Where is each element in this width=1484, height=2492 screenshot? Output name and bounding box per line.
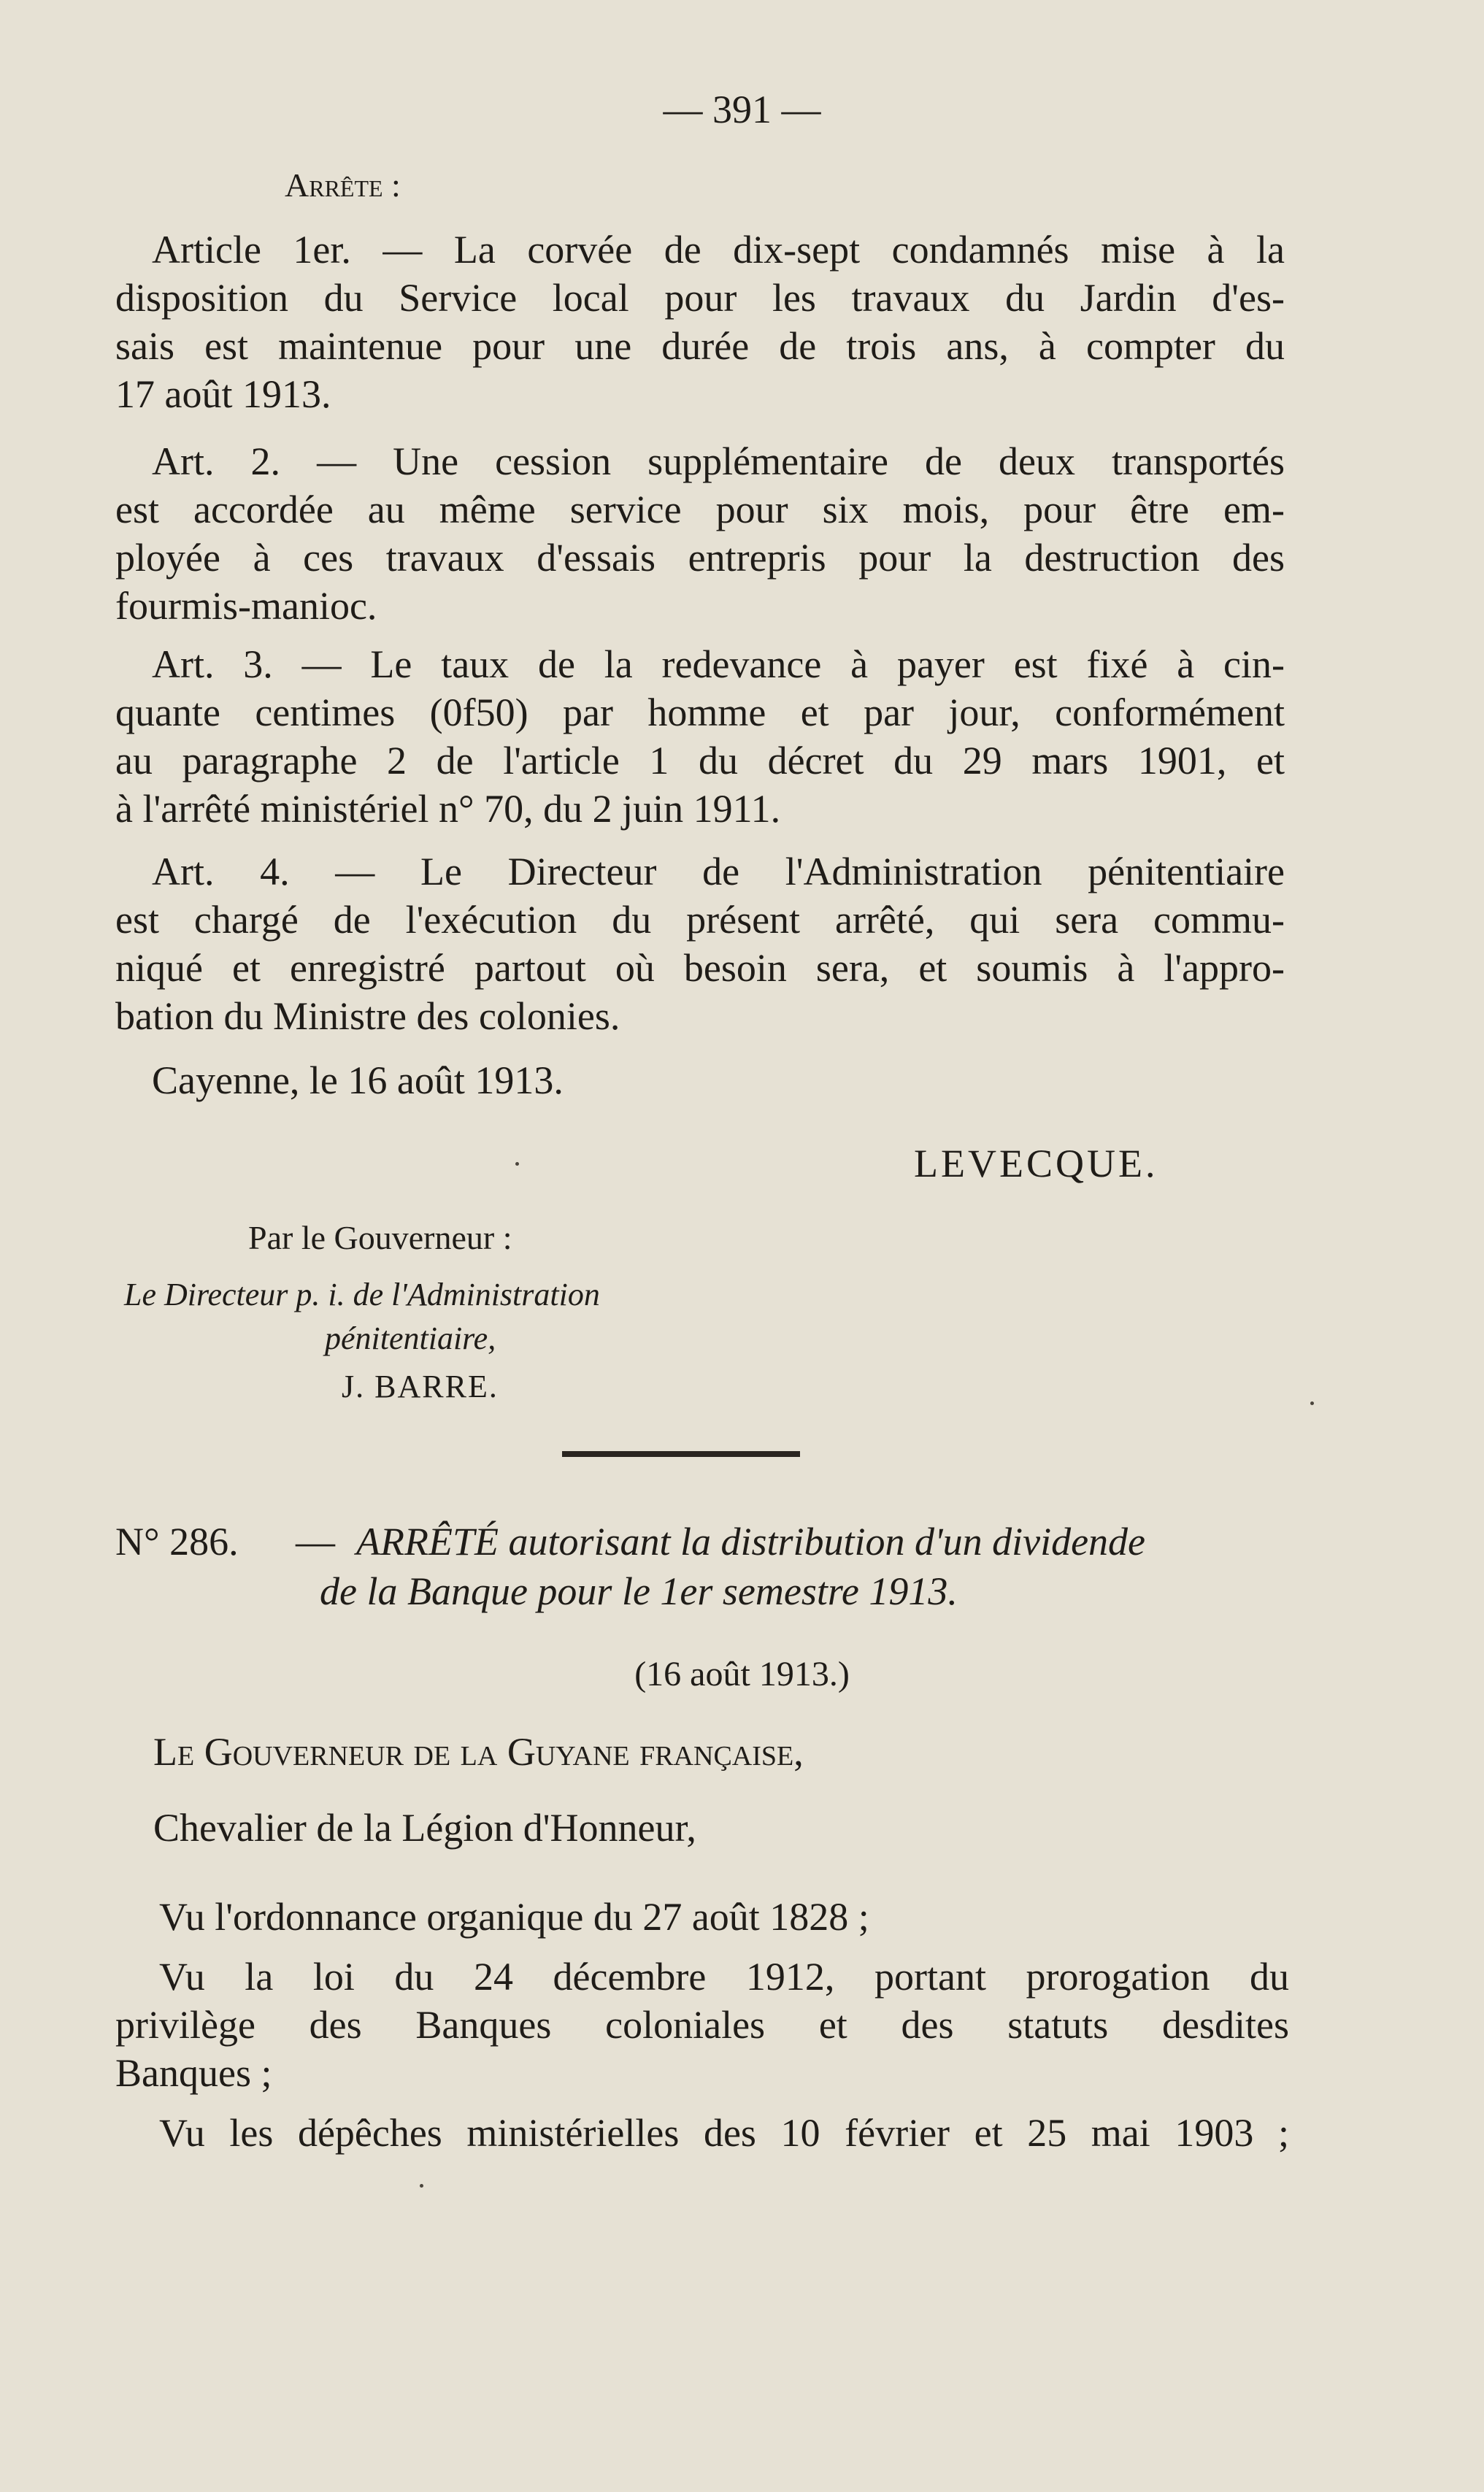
article-line: Art. 4. — Le Directeur de l'Administration pénitentiaire [152, 850, 1285, 893]
par-le-gouverneur: Par le Gouverneur : [248, 1219, 512, 1256]
article-line: Art. 2. — Une cession supplémentaire de deux transportés [152, 439, 1285, 483]
decree-date: (16 août 1913.) [634, 1655, 850, 1693]
page-number: — 391 — [663, 88, 821, 131]
article-line: est accordée au même service pour six mois, pour être em- [115, 488, 1285, 531]
vu-depeches: Vu les dépêches ministérielles des 10 février et 25 mai 1903 ; [159, 2111, 1289, 2155]
article-line: bation du Ministre des colonies. [115, 994, 620, 1038]
paper-speck [420, 2184, 423, 2188]
gouverneur-line [153, 1728, 804, 1775]
article-line: Art. 3. — Le taux de la redevance à payer est fixé à cin- [152, 642, 1285, 686]
article-line: 17 août 1913. [115, 372, 331, 416]
arrete-heading: Arrête : [285, 166, 401, 204]
decree-dash: — [296, 1520, 335, 1564]
article-line: à l'arrêté ministériel n° 70, du 2 juin 1911. [115, 787, 781, 831]
article-line: sais est maintenue pour une durée de trois ans, à compter du [115, 324, 1285, 368]
article-line: est chargé de l'exécution du présent arrêté, qui sera commu- [115, 898, 1285, 942]
gouverneur-text: Le Gouverneur de la Guyane française, [153, 1730, 804, 1774]
article-line: au paragraphe 2 de l'article 1 du décret du 29 mars 1901, et [115, 739, 1285, 782]
decree-number: N° 286. [115, 1520, 239, 1564]
vu-line: privilège des Banques coloniales et des statuts desdites [115, 2003, 1289, 2047]
paper-speck [1310, 1401, 1314, 1405]
article-line: Article 1er. — La corvée de dix-sept condamnés mise à la [152, 228, 1285, 272]
article-line: quante centimes (0f50) par homme et par jour, conformément [115, 691, 1285, 734]
article-line: ployée à ces travaux d'essais entrepris pour la destruction des [115, 536, 1285, 580]
decree-title: ARRÊTÉ autorisant la distribution d'un dividende [356, 1520, 1146, 1564]
paper-speck [515, 1162, 519, 1166]
vu-ordonnance: Vu l'ordonnance organique du 27 août 1828 ; [159, 1895, 869, 1939]
vu-line: Banques ; [115, 2051, 272, 2095]
article-line: fourmis-manioc. [115, 584, 377, 628]
signature-levecque: LEVECQUE. [914, 1142, 1158, 1185]
date-place: Cayenne, le 16 août 1913. [152, 1058, 564, 1102]
chevalier-line: Chevalier de la Légion d'Honneur, [153, 1806, 696, 1850]
signature-barre: J. BARRE. [342, 1369, 499, 1404]
article-line: niqué et enregistré partout où besoin sera, et soumis à l'appro- [115, 946, 1285, 990]
decree-title-cont: de la Banque pour le 1er semestre 1913. [320, 1569, 958, 1613]
section-divider [562, 1451, 800, 1457]
vu-line: Vu la loi du 24 décembre 1912, portant prorogation du [159, 1955, 1289, 1999]
article-line: disposition du Service local pour les travaux du Jardin d'es- [115, 276, 1285, 320]
directeur-title: Le Directeur p. i. de l'Administration [124, 1277, 600, 1312]
directeur-title-cont: pénitentiaire, [325, 1320, 496, 1356]
